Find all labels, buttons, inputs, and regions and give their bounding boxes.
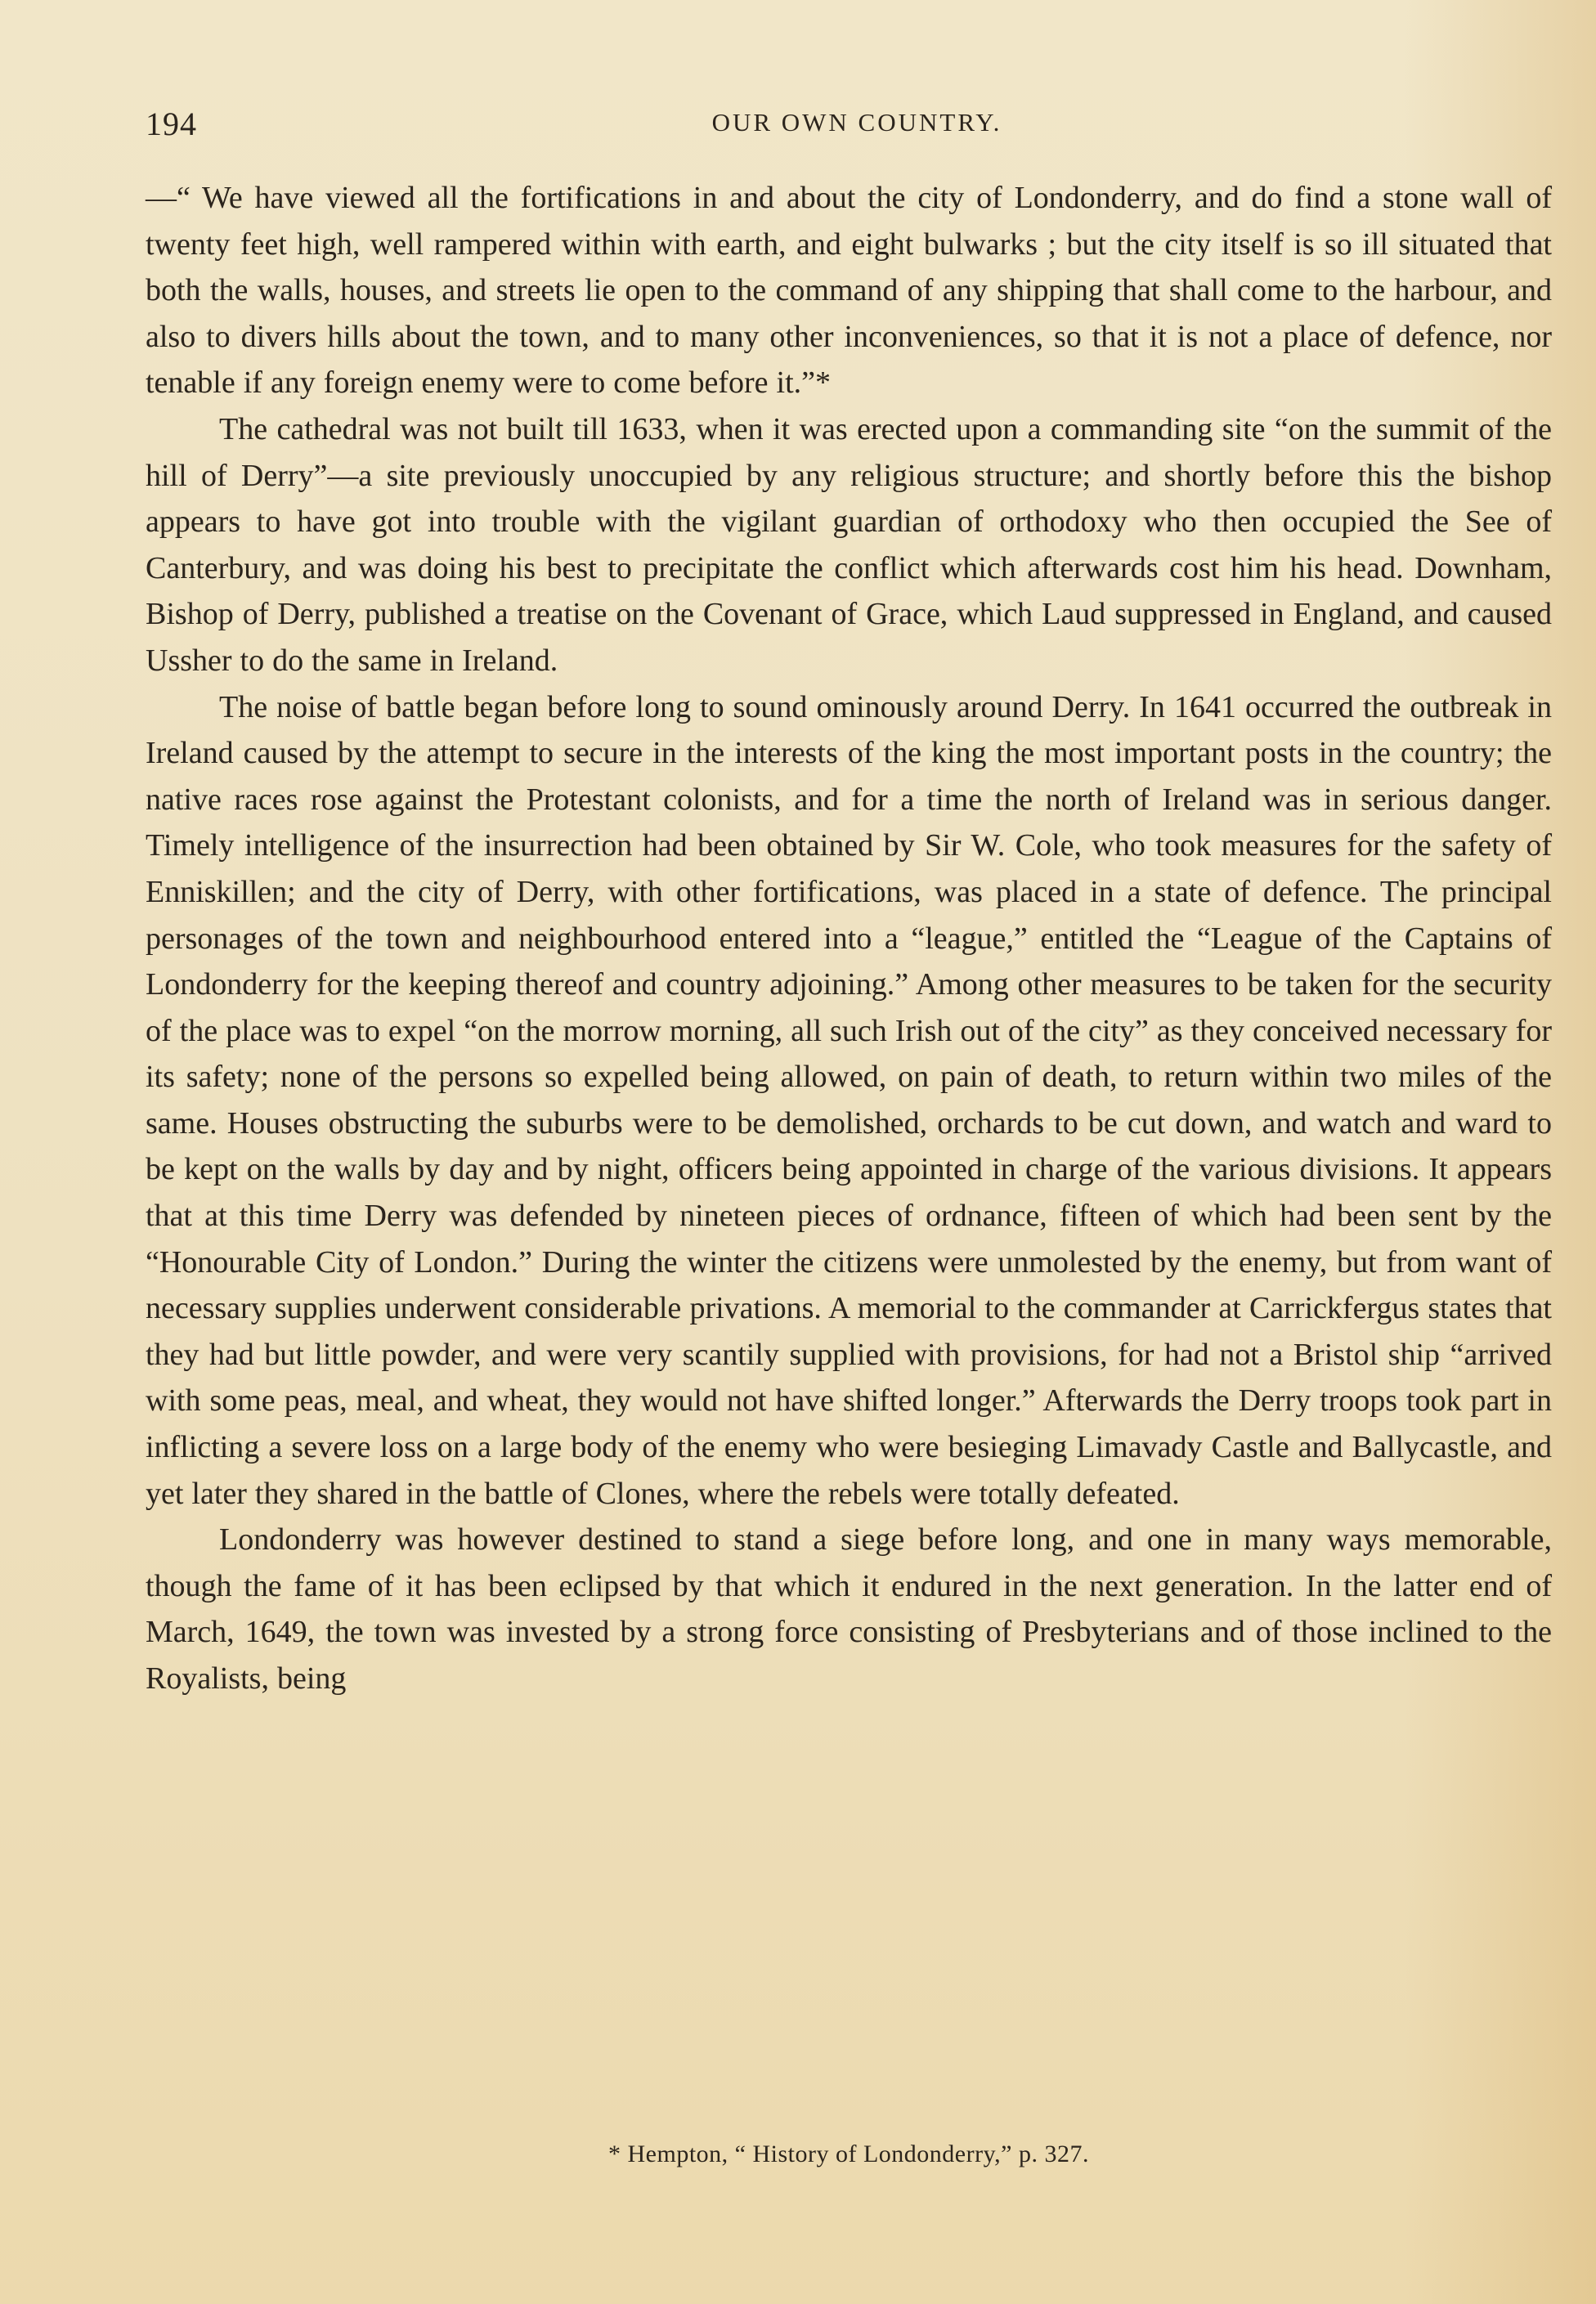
running-head: OUR OWN COUNTRY. (711, 108, 1002, 137)
paragraph-cathedral: The cathedral was not built till 1633, when it was erected upon a commanding site “on the summit of the hill of Derry”—a site previously unoccupied by any religious structure; and shortly before this the bishop appears to have got into trouble with the vigilant guardian of orthodoxy who then occupied the See of Canterbury, and was doing his best to precipitate the conflict which afterwards cost him his head. Downham, Bishop of Derry, published a treatise on the Covenant of Grace, which Laud suppressed in England, and caused Ussher to do the same in Ireland. (146, 411, 1552, 678)
page-number: 194 (146, 105, 197, 142)
paragraph-quotation: —“ We have viewed all the fortifications in and about the city of Londonderry, and do find a stone wall of twenty feet high, well rampered within with earth, and eight bulwarks ; but the city itself is so ill situated that both the walls, houses, and streets lie open to the command of any shipping that shall come to the harbour, and also to divers hills about the town, and to many other inconveniences, so that it is not a place of defence, nor tenable if any foreign enemy were to come before it.”* (146, 181, 1552, 401)
page-header (146, 105, 1568, 154)
paragraph-battle: The noise of battle began before long to sound ominously around Derry. In 1641 occurred the outbreak in Ireland caused by the attempt to secure in the interests of the king the most important posts in the country; the native races rose against the Protestant colonists, and for a time the north of Ireland was in serious danger. Timely intelligence of the insurrection had been obtained by Sir W. Cole, who took measures for the safety of Enniskillen; and the city of Derry, with other fortifications, was placed in a state of defence. The principal personages of the town and neighbourhood entered into a “league,” entitled the “League of the Captains of Londonderry for the keeping thereof and country adjoining.” Among other measures to be taken for the security of the place was to expel “on the morrow morning, all such Irish out of the city” as they conceived necessary for its safety; none of the persons so expelled being allowed, on pain of death, to return within two miles of the same. Houses obstructing the suburbs were to be demolished, orchards to be cut down, and watch and ward to be kept on the walls by day and by night, officers being appointed in charge of the various divisions. It appears that at this time Derry was defended by nineteen pieces of ordnance, fifteen of which had been sent by the “Honourable City of London.” During the winter the citizens were unmolested by the enemy, but from want of necessary supplies underwent considerable privations. A memorial to the commander at Carrickfergus states that they had but little powder, and were very scantily supplied with provisions, for had not a Bristol ship “arrived with some peas, meal, and wheat, they would not have shifted longer.” Afterwards the Derry troops took part in inflicting a severe loss on a large body of the enemy who were besieging Limavady Castle and Ballycastle, and yet later they shared in the battle of Clones, where the rebels were totally defeated. (146, 689, 1552, 1511)
footnote: * Hempton, “ History of Londonderry,” p. 327. (608, 2140, 1089, 2167)
body-text (146, 175, 1552, 1702)
paragraph-siege: Londonderry was however destined to stand a siege before long, and one in many ways memorable, though the fame of it has been eclipsed by that which it endured in the next generation. In the latter end of March, 1649, the town was invested by a strong force consisting of Presbyterians and of those inclined to the Royalists, being (146, 1522, 1552, 1696)
